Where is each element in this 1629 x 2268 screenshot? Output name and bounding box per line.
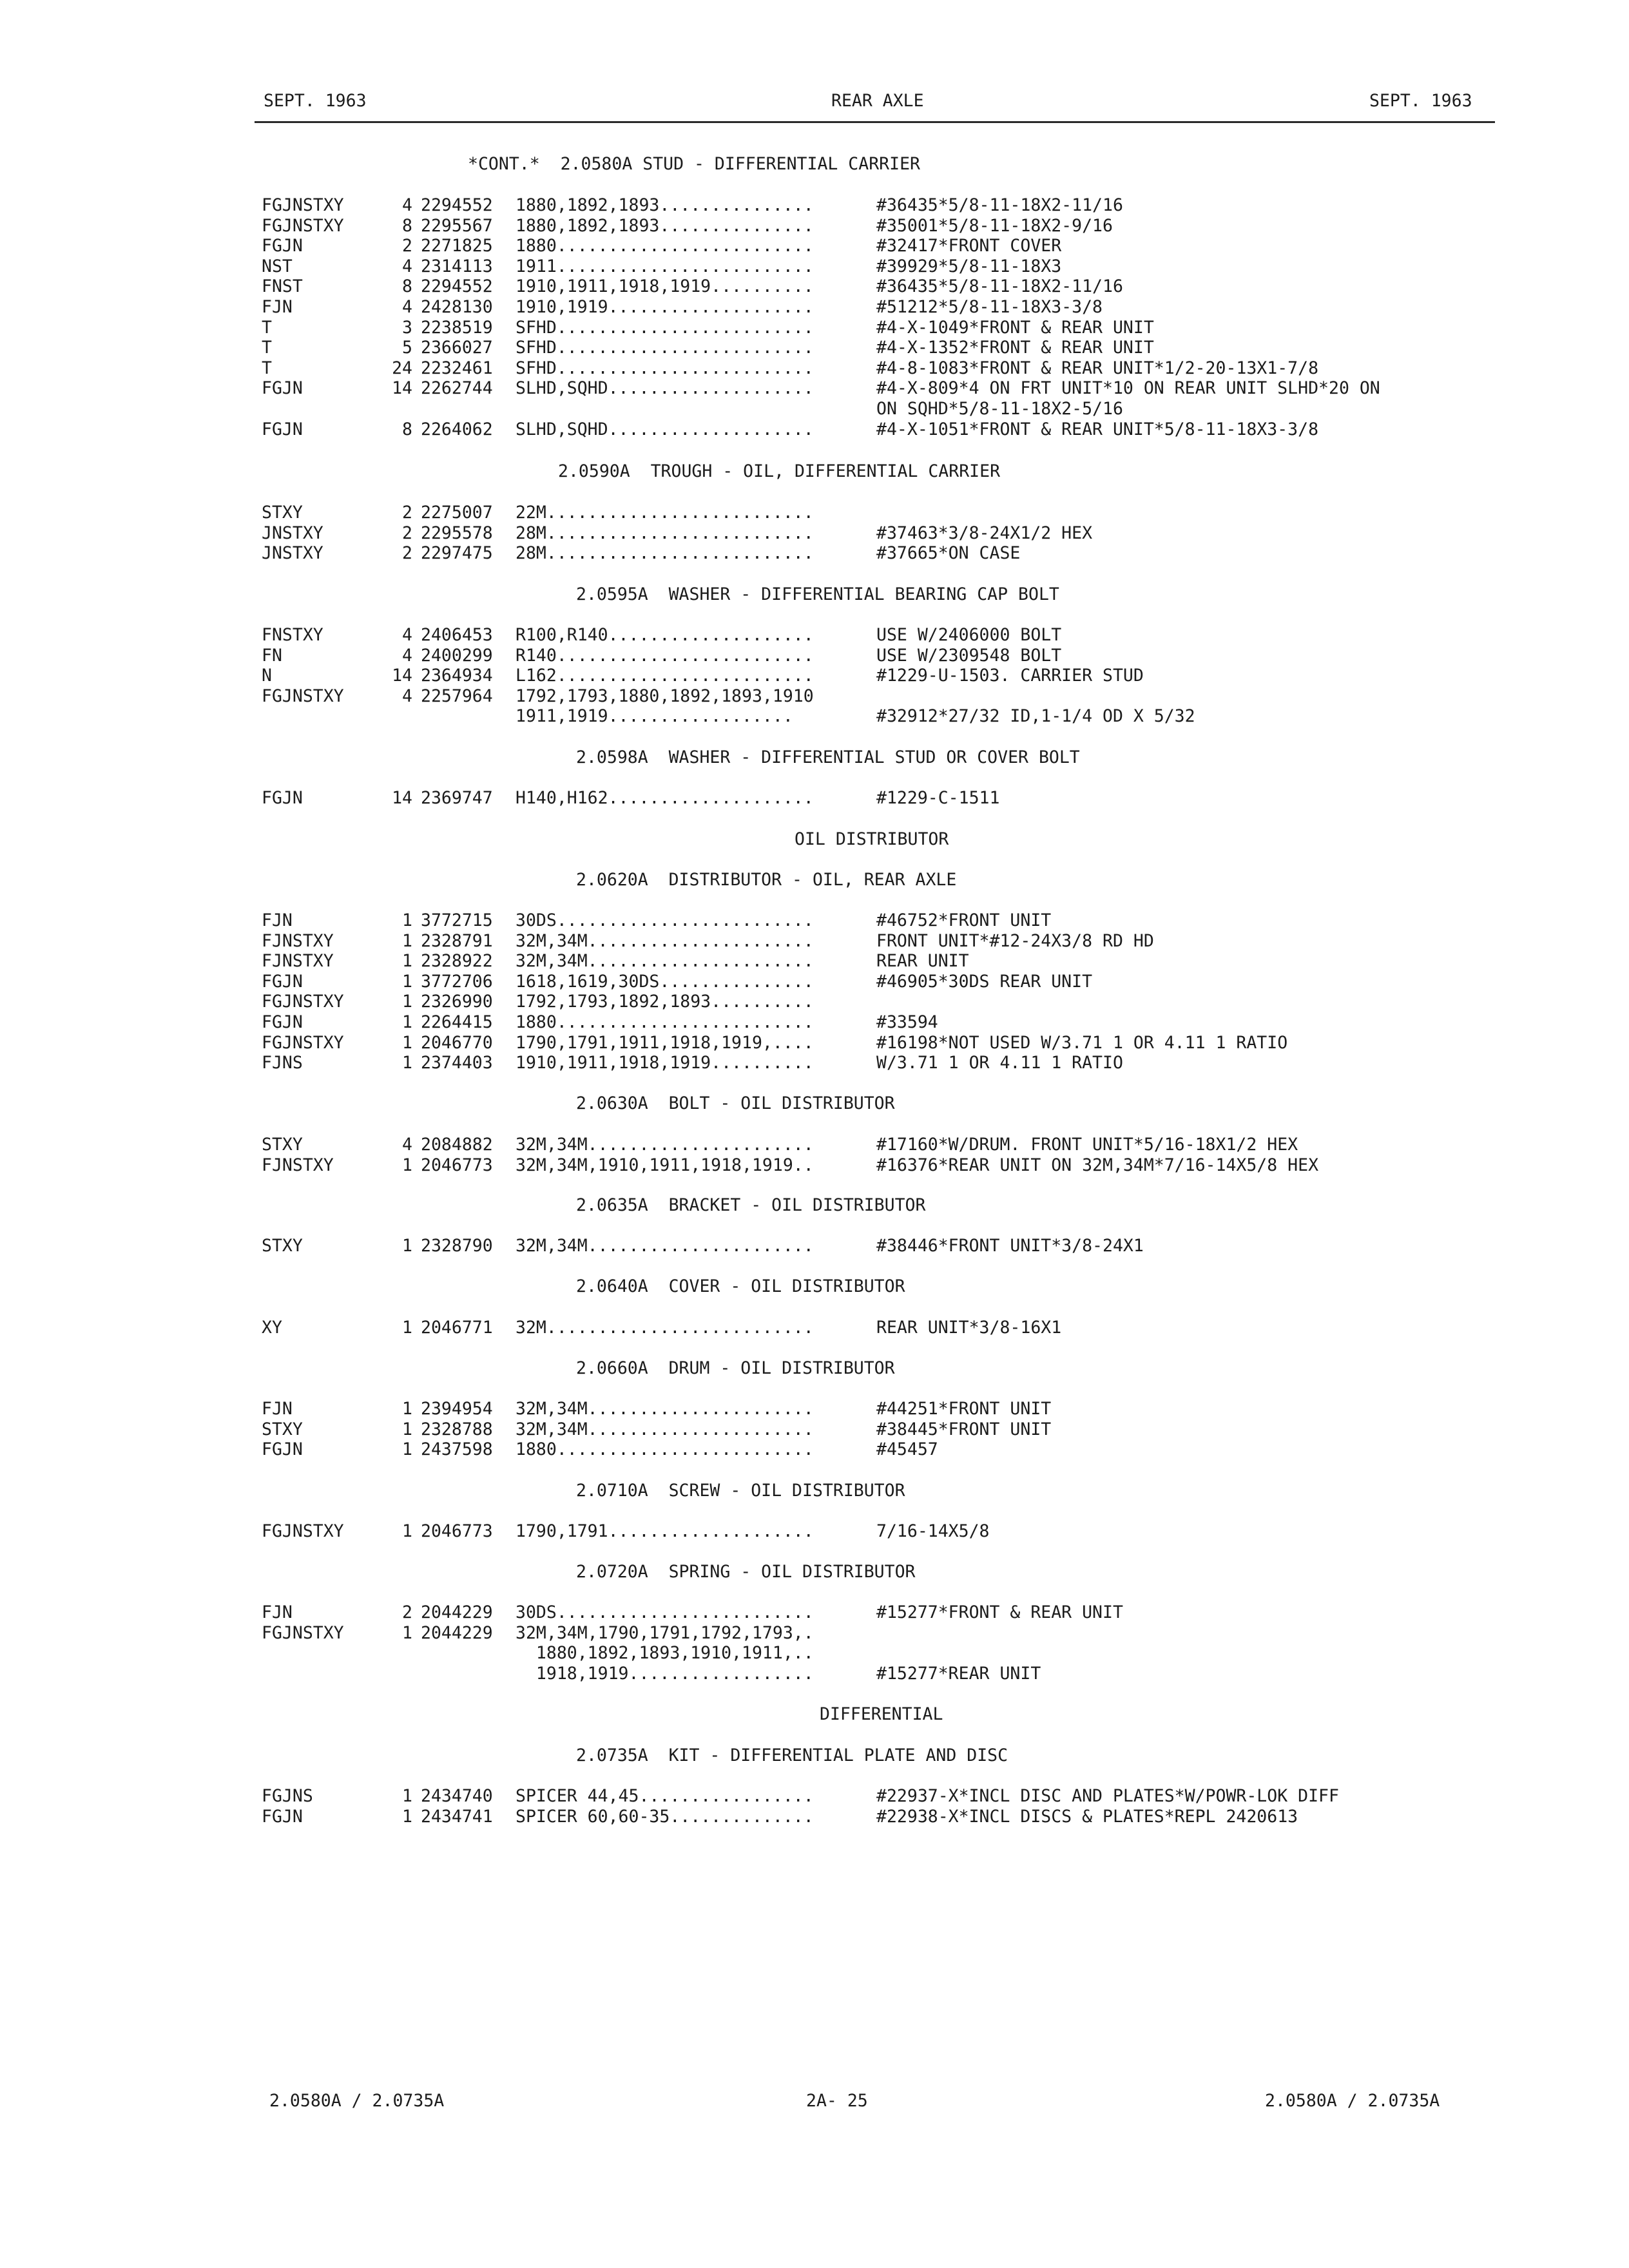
model-applicability: SPICER 44,45................. [516,1786,814,1806]
part-number: 2264062 [421,419,493,439]
part-number: 2428130 [421,296,493,317]
model-applicability: 1910,1911,1918,1919.......... [516,1053,814,1073]
part-row [0,296,1629,320]
quantity: 1 [402,1053,412,1073]
footer-range-right: 2.0580A / 2.0735A [1265,2091,1440,2111]
part-row [0,1137,1629,1157]
quantity: 1 [402,1236,412,1256]
part-row [0,505,1629,525]
part-row [0,645,1629,668]
part-number: 2084882 [421,1135,493,1155]
quantity: 2 [402,1602,412,1622]
quantity: 4 [402,195,412,215]
section-title: 2.0640A COVER - OIL DISTRIBUTOR [576,1276,905,1296]
section-title: 2.0720A SPRING - OIL DISTRIBUTOR [576,1562,916,1582]
part-row [0,627,1629,648]
quantity: 2 [402,543,412,564]
application-codes: FGJNSTXY [262,992,344,1012]
application-codes: FGJNSTXY [262,215,344,236]
part-number: 3772715 [421,910,493,930]
application-codes: FGJNSTXY [262,1521,344,1541]
part-number: 2275007 [421,503,493,523]
application-codes: NST [262,256,293,276]
part-row [0,994,1629,1014]
section-title: 2.0660A DRUM - OIL DISTRIBUTOR [576,1358,895,1378]
part-number: 2295578 [421,523,493,543]
part-note: USE W/2309548 BOLT [876,645,1062,666]
part-note: FRONT UNIT*#12-24X3/8 RD HD [876,930,1154,951]
application-codes: FNSTXY [262,625,323,645]
part-row [0,1645,1629,1666]
quantity: 1 [402,1439,412,1460]
application-codes: FGJN [262,1012,303,1032]
part-note: #16198*NOT USED W/3.71 1 OR 4.11 1 RATIO [876,1032,1288,1053]
part-number: 2232461 [421,358,493,378]
part-number: 2400299 [421,645,493,666]
application-codes: FNST [262,276,303,297]
part-row [0,688,1629,709]
part-note: #51212*5/8-11-18X3-3/8 [876,296,1103,317]
model-applicability: R140......................... [516,645,814,666]
part-note: #4-X-1051*FRONT & REAR UNIT*5/8-11-18X3-3/8 [876,419,1319,439]
part-number: 2437598 [421,1439,493,1460]
quantity: 1 [402,1521,412,1541]
section-title: 2.0635A BRACKET - OIL DISTRIBUTOR [576,1195,926,1215]
part-row [0,708,1629,729]
model-applicability: 32M.......................... [516,1318,814,1338]
model-applicability: 32M,34M...................... [516,1236,814,1256]
application-codes: FGJNSTXY [262,1032,344,1053]
model-applicability: SPICER 60,60-35.............. [516,1806,814,1827]
quantity: 3 [402,317,412,338]
part-note: #15277*REAR UNIT [876,1663,1041,1684]
part-note: #46752*FRONT UNIT [876,910,1052,930]
quantity: 8 [402,276,412,297]
part-note: ON SQHD*5/8-11-18X2-5/16 [876,398,1123,419]
part-note: #16376*REAR UNIT ON 32M,34M*7/16-14X5/8 HEX [876,1155,1319,1175]
part-row [0,1622,1629,1646]
application-codes: FGJN [262,419,303,439]
model-applicability: 22M.......................... [516,503,814,523]
quantity: 2 [402,523,412,543]
part-note: W/3.71 1 OR 4.11 1 RATIO [876,1053,1123,1073]
part-number: 2328788 [421,1419,493,1439]
part-number: 2297475 [421,543,493,564]
part-note: #32912*27/32 ID,1-1/4 OD X 5/32 [876,706,1195,727]
part-number: 2328922 [421,951,493,972]
quantity: 8 [402,215,412,236]
part-number: 2294552 [421,195,493,215]
model-applicability: 32M,34M...................... [516,951,814,972]
parts-table [0,912,1629,1075]
part-number: 2046773 [421,1155,493,1175]
part-number: 2314113 [421,256,493,276]
quantity: 1 [402,1806,412,1827]
part-note: #45457 [876,1439,938,1460]
part-row [0,278,1629,299]
part-row [0,790,1629,811]
parts-table [0,627,1629,729]
quantity: 14 [392,788,412,808]
parts-table [0,790,1629,811]
parts-table [0,1788,1629,1829]
part-row [0,1441,1629,1462]
part-row [0,421,1629,442]
header-date-right: SEPT. 1963 [1369,91,1472,111]
part-row [0,1032,1629,1055]
part-row [0,197,1629,218]
part-note: #38446*FRONT UNIT*3/8-24X1 [876,1236,1144,1256]
parts-table [0,1320,1629,1340]
part-row [0,258,1629,279]
part-note: #22938-X*INCL DISCS & PLATES*REPL 2420613 [876,1806,1298,1827]
part-number: 2328791 [421,930,493,951]
category-heading: OIL DISTRIBUTOR [795,829,949,849]
part-note: 7/16-14X5/8 [876,1521,990,1541]
part-row [0,380,1629,401]
parts-table [0,1604,1629,1686]
parts-table [0,1523,1629,1544]
part-number: 2434740 [421,1786,493,1806]
section-title: 2.0590A TROUGH - OIL, DIFFERENTIAL CARRIER [558,461,1001,481]
part-row [0,1014,1629,1035]
part-number: 2328790 [421,1236,493,1256]
part-row [0,1157,1629,1178]
model-applicability: 1792,1793,1880,1892,1893,1910 [516,686,814,706]
part-row [0,238,1629,258]
part-number: 2326990 [421,992,493,1012]
application-codes: T [262,358,272,378]
footer-range-left: 2.0580A / 2.0735A [269,2091,445,2111]
part-note: USE W/2406000 BOLT [876,625,1062,645]
quantity: 1 [402,1786,412,1806]
model-applicability: 1880,1892,1893,1910,1911,.. [516,1643,814,1664]
quantity: 1 [402,1012,412,1032]
model-applicability: 1618,1619,30DS............... [516,971,814,992]
model-applicability: 32M,34M...................... [516,930,814,951]
part-note: #32417*FRONT COVER [876,236,1062,256]
application-codes: T [262,338,272,358]
part-number: 2295567 [421,215,493,236]
part-note: #37665*ON CASE [876,543,1021,564]
part-number: 2257964 [421,686,493,706]
quantity: 1 [402,1318,412,1338]
quantity: 1 [402,992,412,1012]
part-row [0,545,1629,566]
parts-table [0,1137,1629,1177]
parts-table [0,505,1629,566]
part-row [0,668,1629,688]
section-title: 2.0630A BOLT - OIL DISTRIBUTOR [576,1093,895,1113]
quantity: 4 [402,256,412,276]
quantity: 2 [402,236,412,256]
quantity: 4 [402,625,412,645]
section-title: *CONT.* 2.0580A STUD - DIFFERENTIAL CARRIER [468,154,920,174]
part-row [0,398,1629,421]
part-number: 2374403 [421,1053,493,1073]
model-applicability: 1880,1892,1893............... [516,195,814,215]
model-applicability: 1790,1791.................... [516,1521,814,1541]
model-applicability: SLHD,SQHD.................... [516,378,814,399]
quantity: 14 [392,378,412,399]
part-row [0,1663,1629,1686]
application-codes: STXY [262,1135,303,1155]
model-applicability: 1880......................... [516,1439,814,1460]
part-number: 2046771 [421,1318,493,1338]
model-applicability: 1880......................... [516,236,814,256]
header-title: REAR AXLE [831,91,924,111]
application-codes: N [262,666,272,686]
application-codes: XY [262,1318,282,1338]
quantity: 1 [402,1419,412,1439]
part-number: 2294552 [421,276,493,297]
part-note: #4-8-1083*FRONT & REAR UNIT*1/2-20-13X1-7/8 [876,358,1319,378]
quantity: 5 [402,338,412,358]
quantity: 1 [402,971,412,992]
quantity: 1 [402,1032,412,1053]
part-row [0,1055,1629,1075]
part-number: 2369747 [421,788,493,808]
part-note: #36435*5/8-11-18X2-11/16 [876,195,1123,215]
part-number: 2262744 [421,378,493,399]
model-applicability: 32M,34M...................... [516,1399,814,1419]
application-codes: FGJN [262,1806,303,1827]
part-number: 2046770 [421,1032,493,1053]
model-applicability: 1911,1919.................. [516,706,793,727]
model-applicability: R100,R140.................... [516,625,814,645]
part-row [0,930,1629,954]
part-note: #44251*FRONT UNIT [876,1399,1052,1419]
section-title: 2.0598A WASHER - DIFFERENTIAL STUD OR COVER BOLT [576,747,1080,767]
part-number: 2406453 [421,625,493,645]
part-note: #36435*5/8-11-18X2-11/16 [876,276,1123,297]
application-codes: FGJN [262,788,303,808]
part-row [0,525,1629,546]
application-codes: FJN [262,296,293,317]
parts-table [0,197,1629,441]
part-note: #38445*FRONT UNIT [876,1419,1052,1439]
part-note: #4-X-1352*FRONT & REAR UNIT [876,338,1154,358]
application-codes: FJNSTXY [262,1155,334,1175]
quantity: 1 [402,1622,412,1643]
model-applicability: 30DS......................... [516,910,814,930]
part-row [0,1604,1629,1625]
model-applicability: 32M,34M...................... [516,1135,814,1155]
part-number: 3772706 [421,971,493,992]
model-applicability: 1790,1791,1911,1918,1919,.... [516,1032,814,1053]
model-applicability: 1880......................... [516,1012,814,1032]
model-applicability: 32M,34M...................... [516,1419,814,1439]
model-applicability: 28M.......................... [516,543,814,564]
application-codes: FGJNSTXY [262,686,344,706]
application-codes: FN [262,645,282,666]
quantity: 14 [392,666,412,686]
model-applicability: 1911......................... [516,256,814,276]
part-row [0,1421,1629,1442]
part-number: 2434741 [421,1806,493,1827]
application-codes: FJNSTXY [262,951,334,972]
application-codes: FGJN [262,236,303,256]
category-heading: DIFFERENTIAL [820,1704,943,1724]
application-codes: FGJNSTXY [262,195,344,215]
part-row [0,1806,1629,1829]
model-applicability: SFHD......................... [516,338,814,358]
model-applicability: L162......................... [516,666,814,686]
part-note: #4-X-1049*FRONT & REAR UNIT [876,317,1154,338]
part-row [0,317,1629,340]
application-codes: FGJN [262,1439,303,1460]
application-codes: JNSTXY [262,543,323,564]
application-codes: FJNS [262,1053,303,1073]
quantity: 2 [402,503,412,523]
part-row [0,1523,1629,1544]
quantity: 1 [402,930,412,951]
application-codes: STXY [262,503,303,523]
model-applicability: SFHD......................... [516,317,814,338]
model-applicability: 1910,1911,1918,1919.......... [516,276,814,297]
header-date-left: SEPT. 1963 [264,91,367,111]
model-applicability: 32M,34M,1910,1911,1918,1919.. [516,1155,814,1175]
section-title: 2.0595A WASHER - DIFFERENTIAL BEARING CAP BOLT [576,584,1059,604]
section-title: 2.0735A KIT - DIFFERENTIAL PLATE AND DISC [576,1745,1008,1765]
quantity: 4 [402,686,412,706]
part-row [0,1401,1629,1421]
quantity: 1 [402,910,412,930]
part-number: 2271825 [421,236,493,256]
model-applicability: 30DS......................... [516,1602,814,1622]
application-codes: JNSTXY [262,523,323,543]
part-note: #39929*5/8-11-18X3 [876,256,1062,276]
application-codes: FGJNSTXY [262,1622,344,1643]
quantity: 8 [402,419,412,439]
part-number: 2264415 [421,1012,493,1032]
part-note: #1229-C-1511 [876,788,1000,808]
application-codes: FJN [262,1602,293,1622]
application-codes: FJNSTXY [262,930,334,951]
part-number: 2366027 [421,338,493,358]
quantity: 4 [402,645,412,666]
model-applicability: 32M,34M,1790,1791,1792,1793,. [516,1622,814,1643]
quantity: 1 [402,1399,412,1419]
application-codes: FJN [262,1399,293,1419]
part-number: 2044229 [421,1602,493,1622]
application-codes: STXY [262,1419,303,1439]
parts-table [0,1238,1629,1258]
model-applicability: 1918,1919.................. [516,1663,814,1684]
part-number: 2238519 [421,317,493,338]
section-title: 2.0620A DISTRIBUTOR - OIL, REAR AXLE [576,870,957,890]
part-row [0,215,1629,238]
part-note: #35001*5/8-11-18X2-9/16 [876,215,1113,236]
model-applicability: 1792,1793,1892,1893.......... [516,992,814,1012]
quantity: 1 [402,1155,412,1175]
application-codes: STXY [262,1236,303,1256]
model-applicability: 1880,1892,1893............... [516,215,814,236]
part-note: #1229-U-1503. CARRIER STUD [876,666,1144,686]
part-note: #17160*W/DRUM. FRONT UNIT*5/16-18X1/2 HEX [876,1135,1298,1155]
part-number: 2364934 [421,666,493,686]
application-codes: FGJN [262,378,303,399]
model-applicability: 28M.......................... [516,523,814,543]
footer-page-number: 2A- 25 [806,2091,868,2111]
part-number: 2044229 [421,1622,493,1643]
quantity: 4 [402,1135,412,1155]
part-note: REAR UNIT*3/8-16X1 [876,1318,1062,1338]
parts-table [0,1401,1629,1462]
quantity: 4 [402,296,412,317]
part-note: #46905*30DS REAR UNIT [876,971,1093,992]
model-applicability: SLHD,SQHD.................... [516,419,814,439]
part-number: 2394954 [421,1399,493,1419]
model-applicability: 1910,1919.................... [516,296,814,317]
part-note: #15277*FRONT & REAR UNIT [876,1602,1123,1622]
section-title: 2.0710A SCREW - OIL DISTRIBUTOR [576,1481,905,1501]
part-note: REAR UNIT [876,951,969,972]
part-note: #37463*3/8-24X1/2 HEX [876,523,1093,543]
application-codes: FGJNS [262,1786,313,1806]
model-applicability: H140,H162.................... [516,788,814,808]
part-row [0,953,1629,974]
part-row [0,1788,1629,1809]
part-number: 2046773 [421,1521,493,1541]
part-note: #22937-X*INCL DISC AND PLATES*W/POWR-LOK DIFF [876,1786,1339,1806]
part-note: #4-X-809*4 ON FRT UNIT*10 ON REAR UNIT SLHD*20 ON [876,378,1380,399]
application-codes: T [262,317,272,338]
part-row [0,971,1629,994]
application-codes: FGJN [262,971,303,992]
header-rule [255,121,1495,123]
part-row [0,1320,1629,1340]
model-applicability: SFHD......................... [516,358,814,378]
quantity: 24 [392,358,412,378]
application-codes: FJN [262,910,293,930]
quantity: 1 [402,951,412,972]
part-row [0,912,1629,933]
part-note: #33594 [876,1012,938,1032]
part-row [0,360,1629,381]
part-row [0,340,1629,360]
part-row [0,1238,1629,1258]
